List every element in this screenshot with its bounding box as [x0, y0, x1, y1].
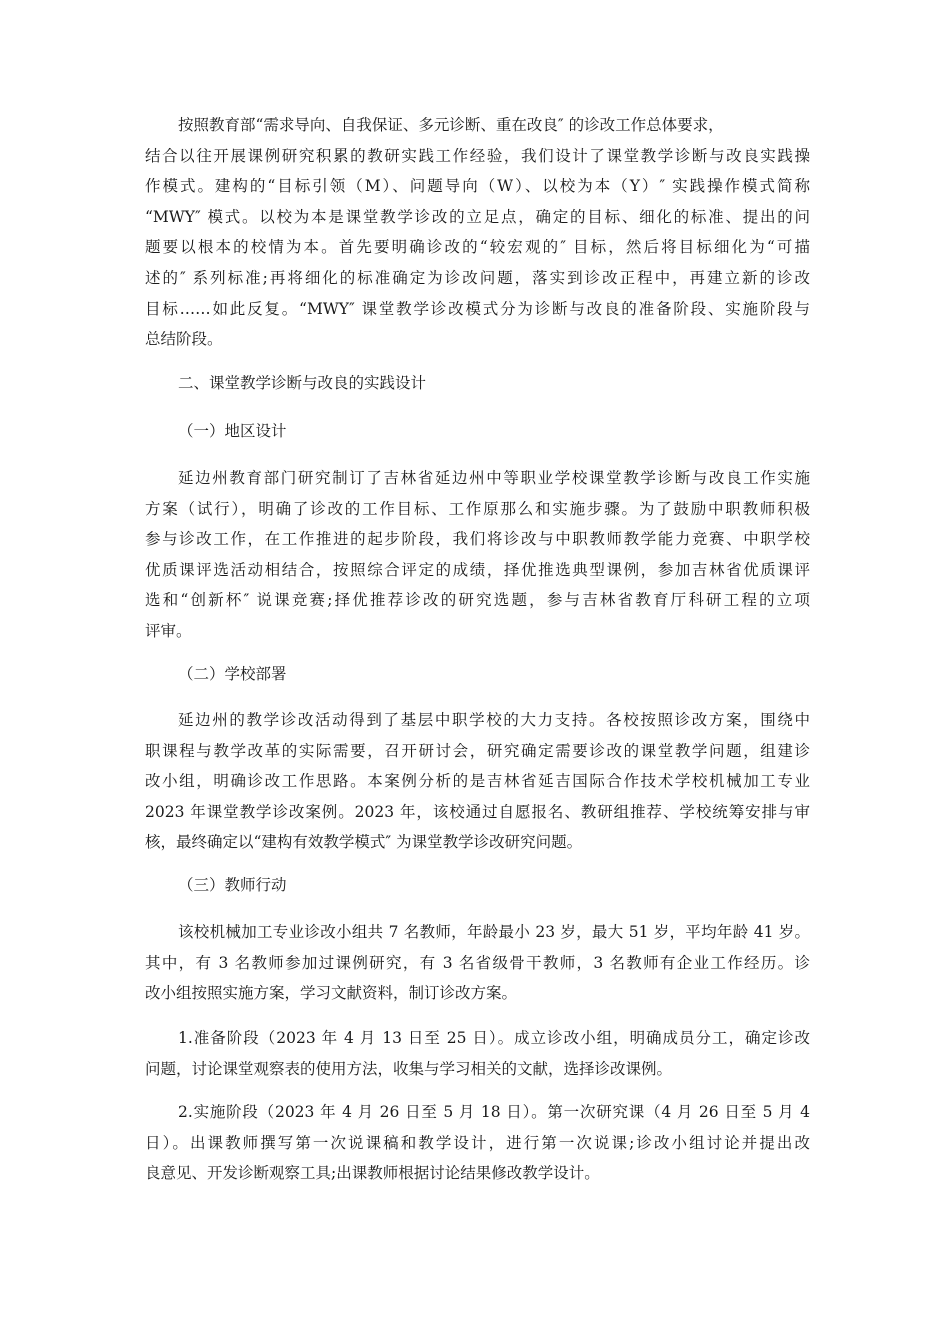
text-line: 总结阶段。 — [145, 330, 223, 349]
text-line: 改小组按照实施方案，学习文献资料，制订诊改方案。 — [145, 984, 518, 1003]
text-line: 作模式。建构的“目标引领（M）、问题导向（W）、以校为本（Y）″ 实践操作模式简称 — [145, 177, 810, 196]
text-line: 2023 年课堂教学诊改案例。2023 年，该校通过自愿报名、教研组推荐、学校统筹安排与审 — [145, 802, 810, 821]
text-line: 优质课评选活动相结合，按照综合评定的成绩，择优推选典型课例，参加吉林省优质课评 — [145, 560, 810, 579]
text-line: 按照教育部“需求导向、自我保证、多元诊断、重在改良″ 的诊改工作总体要求， — [178, 116, 724, 134]
heading-text: （一）地区设计 — [178, 422, 287, 440]
text-line: 方案（试行），明确了诊改的工作目标、工作原那么和实施步骤。为了鼓励中职教师积极 — [145, 499, 810, 518]
paragraph-regional-design — [145, 463, 810, 647]
text-line: 2.实施阶段（2023 年 4 月 26 日至 5 月 18 日）。第一次研究课（4 月 26 日至 5 月 4 — [178, 1103, 810, 1121]
text-line: 其中，有 3 名教师参加过课例研究，有 3 名省级骨干教师，3 名教师有企业工作经历。诊 — [145, 953, 810, 972]
text-line: 述的″ 系列标准;再将细化的标准确定为诊改问题，落实到诊改正程中，再建立新的诊改 — [145, 268, 810, 287]
text-line: 延边州的教学诊改活动得到了基层中职学校的大力支持。各校按照诊改方案，围绕中 — [178, 711, 810, 729]
text-line: 日）。出课教师撰写第一次说课稿和教学设计，进行第一次说课;诊改小组讨论并提出改 — [145, 1133, 810, 1152]
text-line: 结合以往开展课例研究积累的教研实践工作经验，我们设计了课堂教学诊断与改良实践操 — [145, 146, 810, 165]
text-line: 改小组，明确诊改工作思路。本案例分析的是吉林省延吉国际合作技术学校机械加工专业 — [145, 772, 810, 791]
subsection-heading-school-deployment — [145, 659, 810, 690]
text-line: 题要以根本的校情为本。首先要明确诊改的“较宏观的″ 目标，然后将目标细化为“可描 — [145, 238, 810, 257]
subsection-heading-teacher-action — [145, 870, 810, 901]
text-line: 选和“创新杯″ 说课竞赛;择优推荐诊改的研究选题，参与吉林省教育厅科研工程的立项 — [145, 591, 810, 610]
heading-text: （三）教师行动 — [178, 876, 287, 894]
paragraph-preparation-stage — [145, 1023, 810, 1084]
text-line: 参与诊改工作，在工作推进的起步阶段，我们将诊改与中职教师教学能力竞赛、中职学校 — [145, 530, 810, 549]
paragraph-school-deployment — [145, 705, 810, 858]
paragraph-teacher-group — [145, 917, 810, 1009]
text-line: 职课程与教学改革的实际需要，召开研讨会，研究确定需要诊改的课堂教学问题，组建诊 — [145, 741, 810, 760]
text-line: “MWY″ 模式。以校为本是课堂教学诊改的立足点，确定的目标、细化的标准、提出的问 — [145, 207, 810, 226]
text-line: 问题，讨论课堂观察表的使用方法，收集与学习相关的文献，选择诊改课例。 — [145, 1059, 673, 1078]
subsection-heading-regional-design — [145, 416, 810, 447]
heading-text: （二）学校部署 — [178, 665, 287, 683]
text-line: 延边州教育部门研究制订了吉林省延边州中等职业学校课堂教学诊断与改良工作实施 — [178, 469, 810, 487]
paragraph-mwy-model — [145, 110, 810, 355]
text-line: 良意见、开发诊断观察工具;出课教师根据讨论结果修改教学设计。 — [145, 1164, 600, 1183]
text-line: 核，最终确定以“建构有效教学模式″ 为课堂教学诊改研究问题。 — [145, 833, 583, 852]
heading-text: 二、课堂教学诊断与改良的实践设计 — [178, 374, 427, 392]
section-heading — [145, 368, 810, 399]
text-line: 目标……如此反复。“MWY″ 课堂教学诊改模式分为诊断与改良的准备阶段、实施阶段与 — [145, 299, 810, 318]
paragraph-implementation-stage — [145, 1097, 810, 1189]
text-line: 1.准备阶段（2023 年 4 月 13 日至 25 日）。成立诊改小组，明确成员分工，确定诊改 — [178, 1029, 810, 1047]
text-line: 该校机械加工专业诊改小组共 7 名教师，年龄最小 23 岁，最大 51 岁，平均年龄 41 岁。 — [178, 923, 810, 941]
text-line: 评审。 — [145, 621, 192, 640]
